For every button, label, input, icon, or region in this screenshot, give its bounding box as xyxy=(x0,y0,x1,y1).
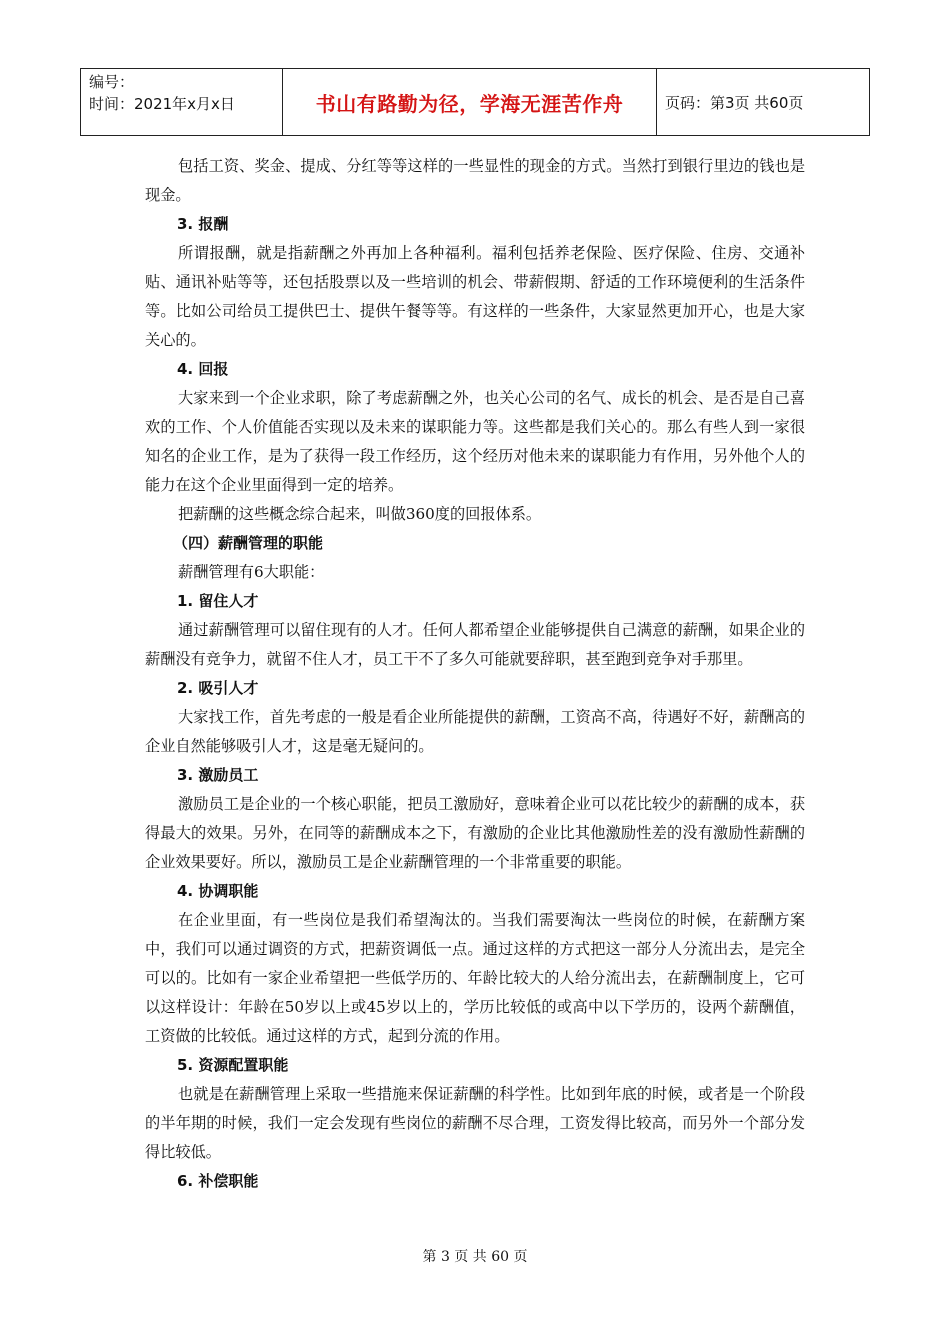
number-label: 编号： xyxy=(89,73,135,91)
subheading: 6. 补偿职能 xyxy=(177,1172,259,1190)
paragraph: 包括工资、奖金、提成、分红等等这样的一些显性的现金的方式。当然打到银行里边的钱也是现金。 xyxy=(145,157,805,204)
subheading: 2. 吸引人才 xyxy=(177,679,259,697)
header-left-cell xyxy=(81,69,283,135)
paragraph: 也就是在薪酬管理上采取一些措施来保证薪酬的科学性。比如到年底的时候，或者是一个阶段的半年期的时候，我们一定会发现有些岗位的薪酬不尽合理，工资发得比较高，而另外一个部分发得比较低。 xyxy=(145,1085,805,1161)
paragraph: 把薪酬的这些概念综合起来，叫做360度的回报体系。 xyxy=(178,505,542,523)
subheading: 4. 回报 xyxy=(177,360,229,378)
header-page-info: 页码：第3页 共60页 xyxy=(665,93,804,112)
document-body xyxy=(145,152,805,1196)
paragraph: 在企业里面，有一些岗位是我们希望淘汰的。当我们需要淘汰一些岗位的时候，在薪酬方案中，我们可以通过调资的方式，把薪资调低一点。通过这样的方式把这一部分人分流出去，是完全可以的。比如有一家企业希望把一些低学历的、年龄比较大的人给分流出去，在薪酬制度上，它可以这样设计：年龄在50岁以上或45岁以上的，学历比较低的或高中以下学历的，设两个薪酬值，工资做的比较低。通过这样的方式，起到分流的作用。 xyxy=(145,911,805,1045)
subheading: 3. 报酬 xyxy=(177,215,229,233)
header-table xyxy=(80,68,870,136)
paragraph: 所谓报酬，就是指薪酬之外再加上各种福利。福利包括养老保险、医疗保险、住房、交通补贴、通讯补贴等等，还包括股票以及一些培训的机会、带薪假期、舒适的工作环境便利的生活条件等。比如公司给员工提供巴士、提供午餐等等。有这样的一些条件，大家显然更加开心，也是大家关心的。 xyxy=(145,244,805,349)
subheading: 5. 资源配置职能 xyxy=(177,1056,289,1074)
subheading: 3. 激励员工 xyxy=(177,766,259,784)
header-motto: 书山有路勤为径，学海无涯苦作舟 xyxy=(283,69,657,135)
date-label: 时间：2021年x月x日 xyxy=(89,95,235,113)
section-heading: （四）薪酬管理的职能 xyxy=(173,534,324,552)
subheading: 1. 留住人才 xyxy=(177,592,259,610)
paragraph: 大家来到一个企业求职，除了考虑薪酬之外，也关心公司的名气、成长的机会、是否是自己喜欢的工作、个人价值能否实现以及未来的谋职能力等。这些都是我们关心的。那么有些人到一家很知名的企业工作，是为了获得一段工作经历，这个经历对他未来的谋职能力有作用，另外他个人的能力在这个企业里面得到一定的培养。 xyxy=(145,389,805,494)
paragraph: 大家找工作，首先考虑的一般是看企业所能提供的薪酬，工资高不高，待遇好不好，薪酬高的企业自然能够吸引人才，这是毫无疑问的。 xyxy=(145,708,805,755)
paragraph: 通过薪酬管理可以留住现有的人才。任何人都希望企业能够提供自己满意的薪酬，如果企业的薪酬没有竞争力，就留不住人才，员工干不了多久可能就要辞职，甚至跑到竞争对手那里。 xyxy=(145,621,805,668)
paragraph: 薪酬管理有6大职能： xyxy=(178,563,325,581)
subheading: 4. 协调职能 xyxy=(177,882,259,900)
paragraph: 激励员工是企业的一个核心职能，把员工激励好，意味着企业可以花比较少的薪酬的成本，获得最大的效果。另外，在同等的薪酬成本之下，有激励的企业比其他激励性差的没有激励性薪酬的企业效果要好。所以，激励员工是企业薪酬管理的一个非常重要的职能。 xyxy=(145,795,805,871)
page-footer: 第 3 页 共 60 页 xyxy=(422,1249,528,1265)
